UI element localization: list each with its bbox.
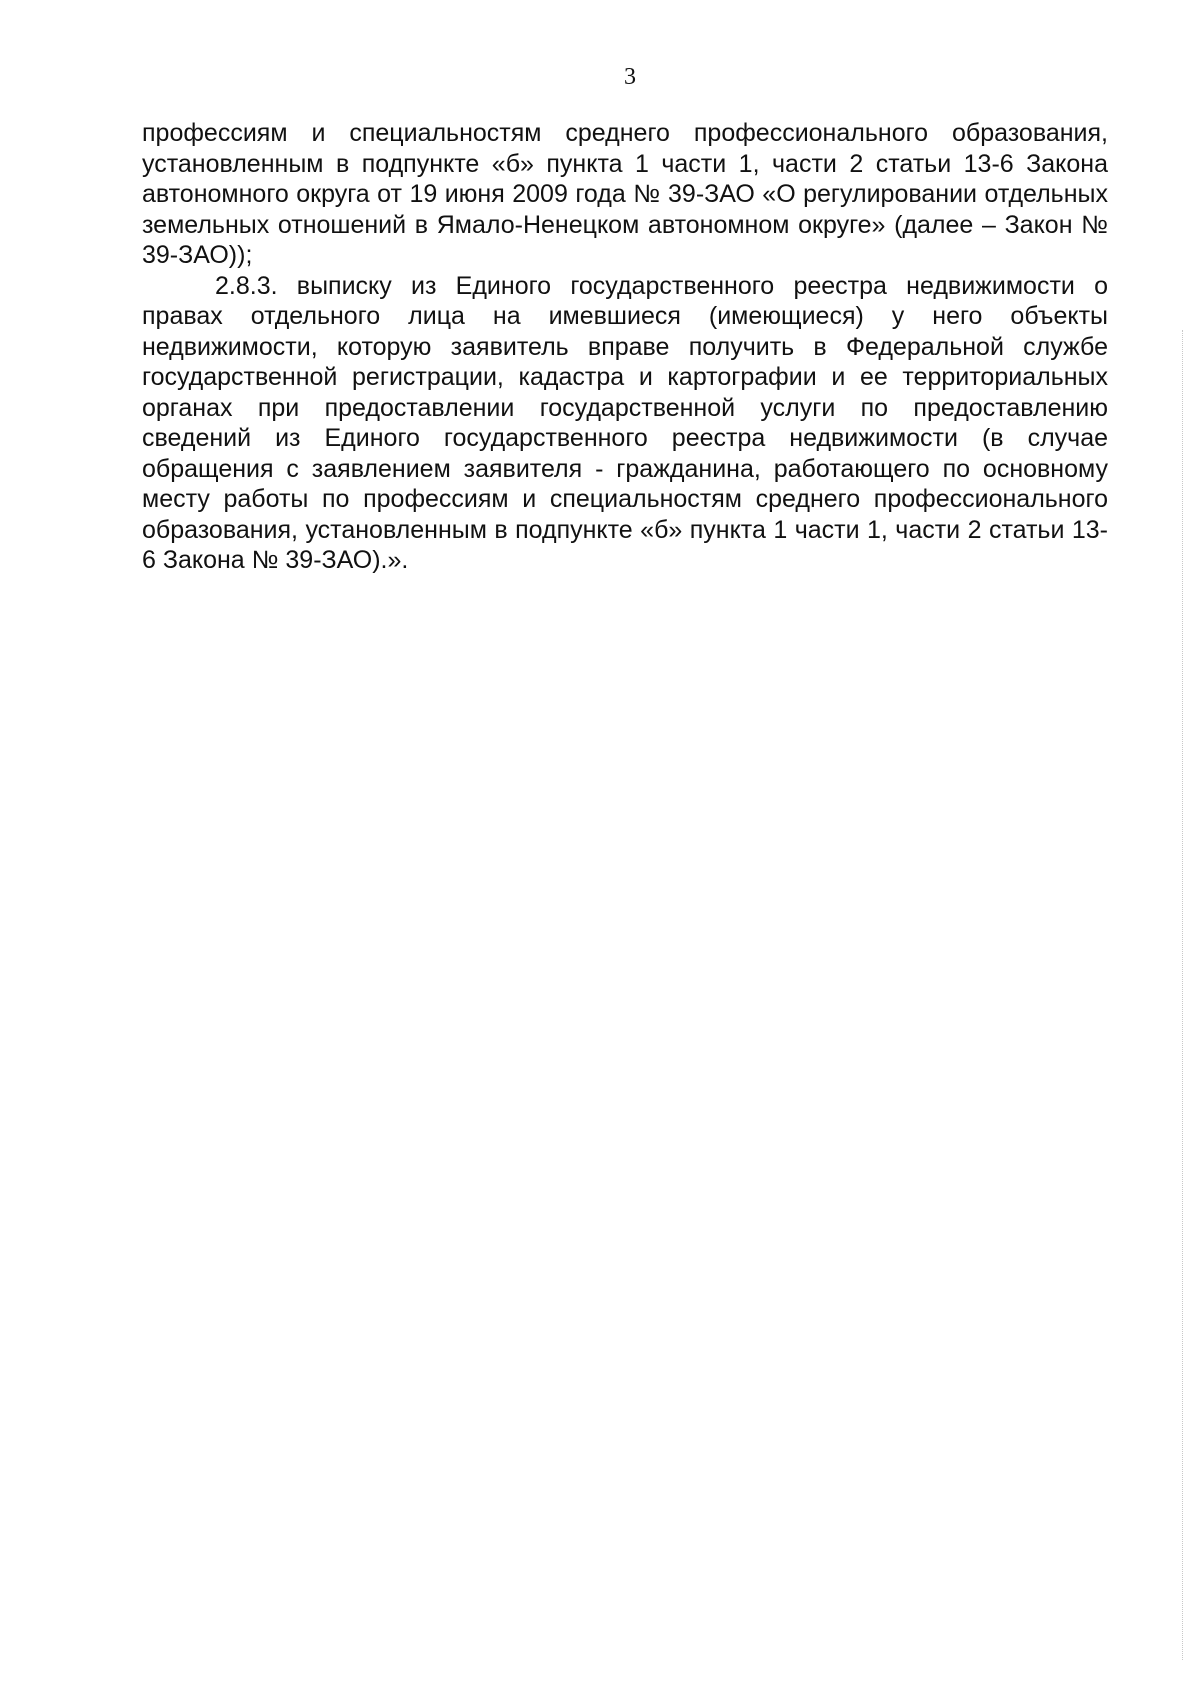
document-body [142, 118, 1108, 576]
page-number: 3 [624, 64, 636, 90]
paragraph-item-2-8-3: 2.8.3. выписку из Единого государственного реестра недвижимости о правах отдельного лица на имевшиеся (имеющиеся) у него объекты недвижимости, которую заявитель вправе получить в Федеральной службе государственной регистрации, кадастра и картографии и ее территориальных органах при предоставлении государственной услуги по предоставлению сведений из Единого государственного реестра недвижимости (в случае обращения с заявлением заявителя - гражданина, работающего по основному месту работы по профессиям и специальностям среднего профессионального образования, установленным в подпункте «б» пункта 1 части 1, части 2 статьи 13-6 Закона № 39-ЗАО).». [142, 271, 1108, 574]
scan-edge-mark [1182, 330, 1183, 1660]
paragraph-continuation: профессиям и специальностям среднего профессионального образования, установленным в подпункте «б» пункта 1 части 1, части 2 статьи 13-6 Закона автономного округа от 19 июня 2009 года № 39-ЗАО «О регулировании отдельных земельных отношений в Ямало-Ненецком автономном округе» (далее – Закон № 39-ЗАО)); [142, 119, 1108, 269]
